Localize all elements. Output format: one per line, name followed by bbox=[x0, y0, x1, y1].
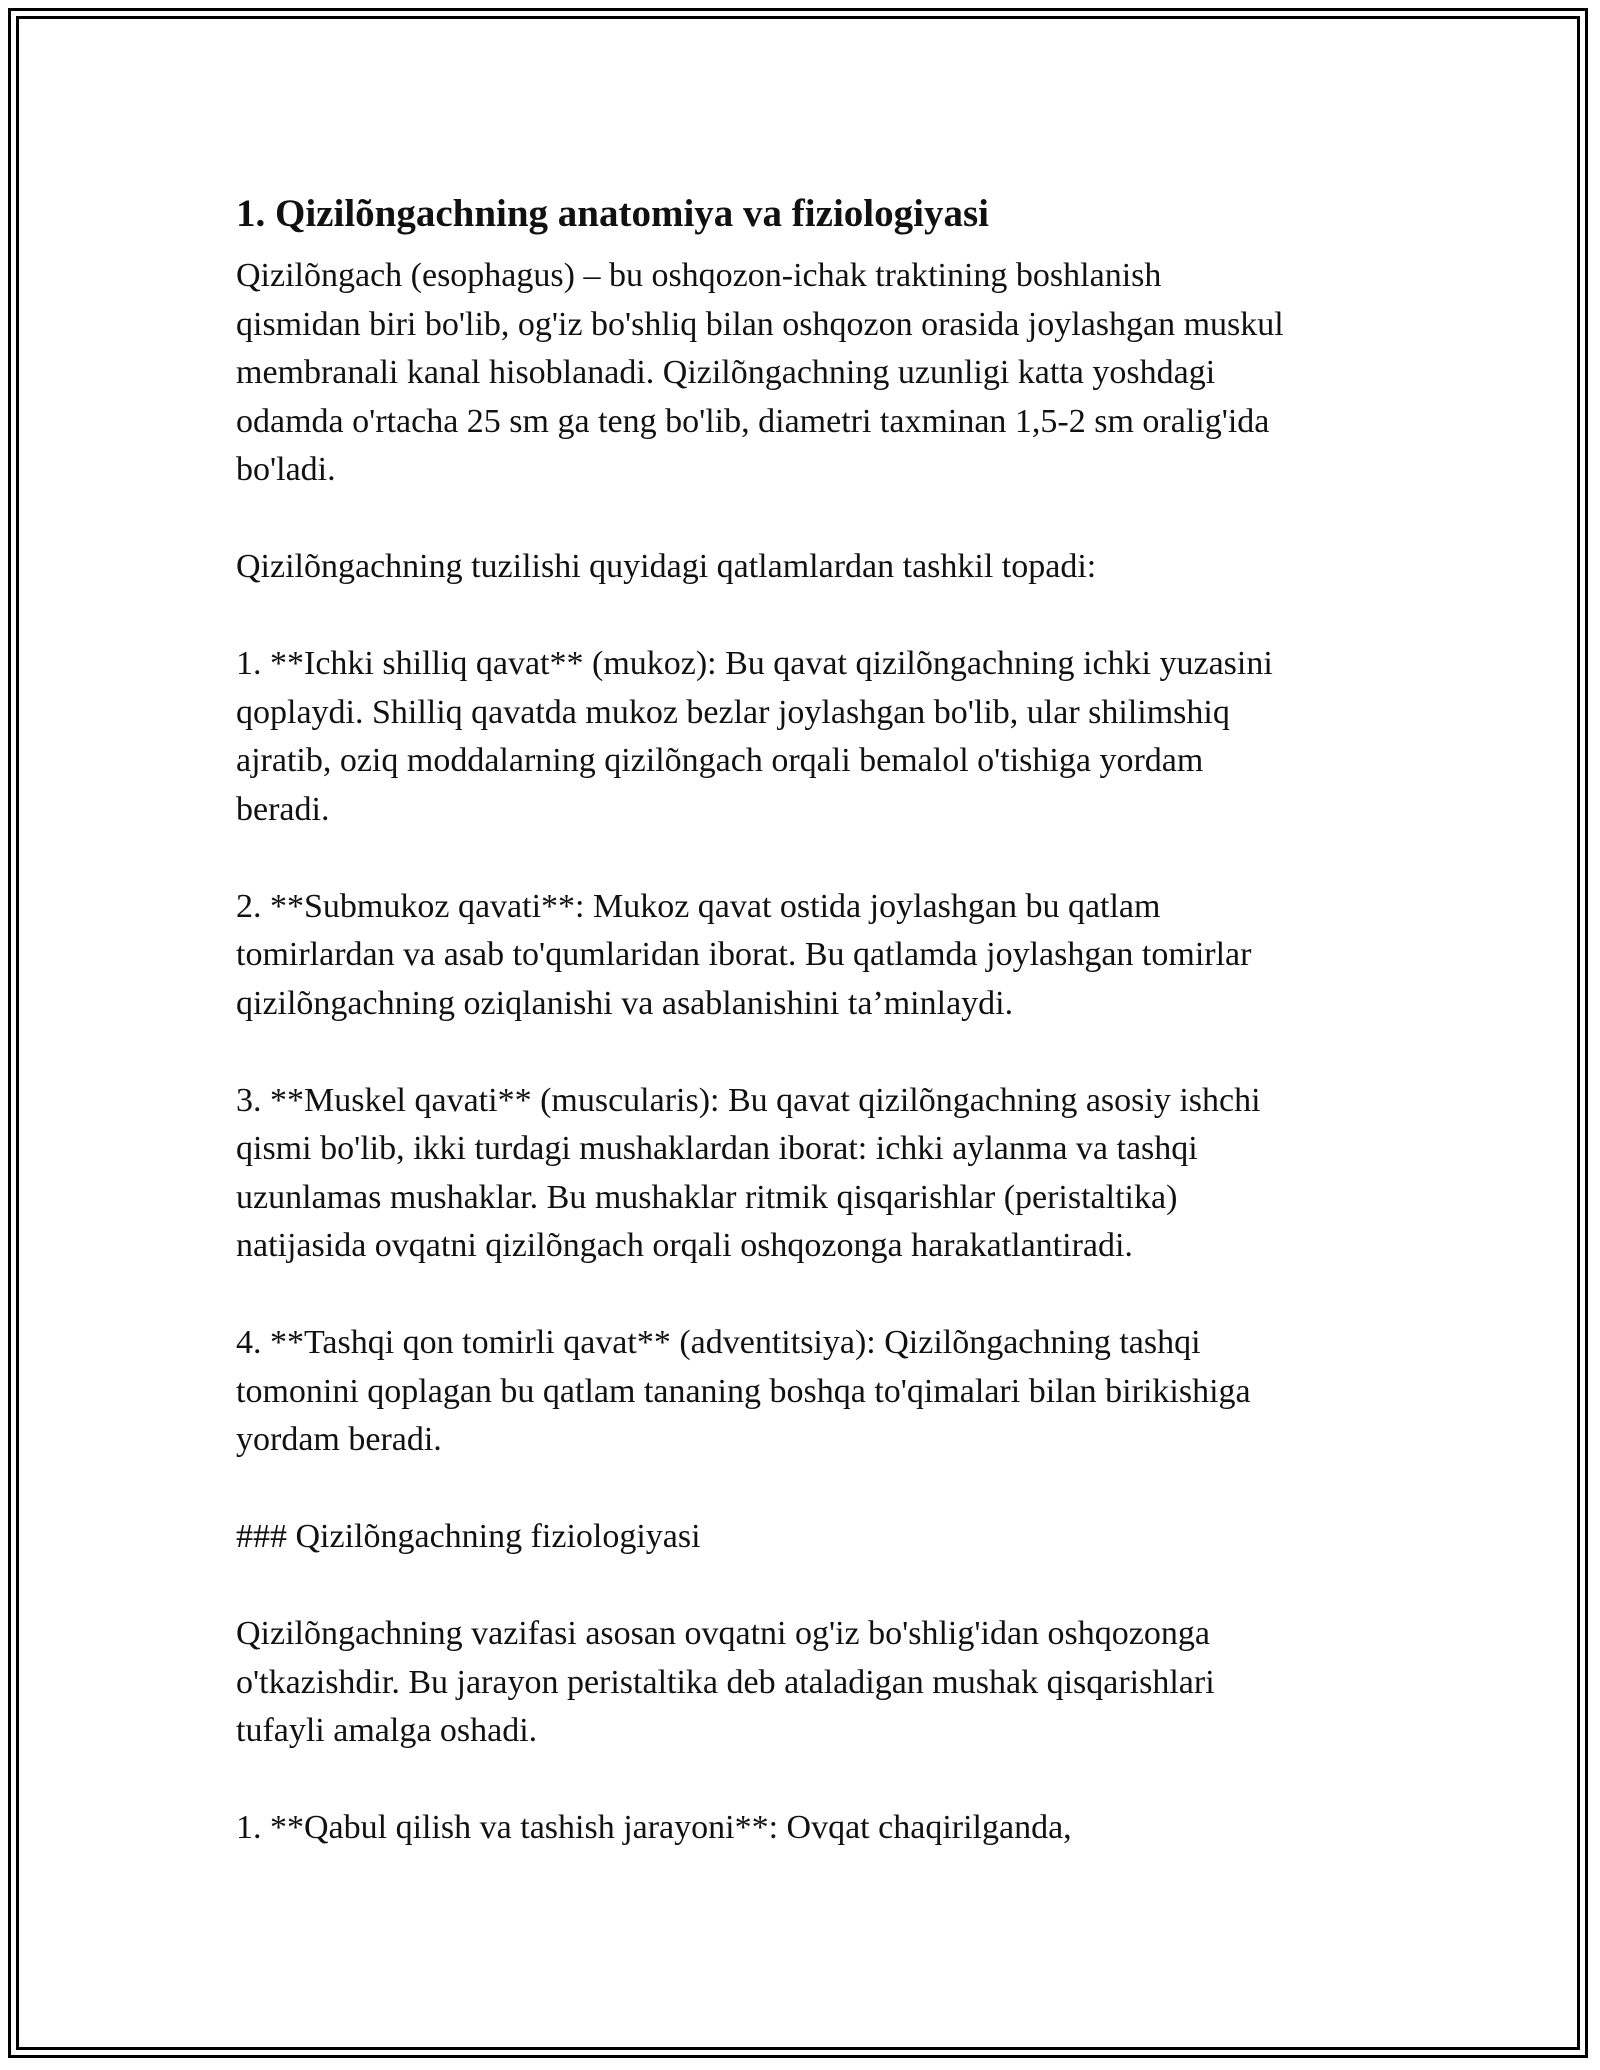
text-line: tomonini qoplagan bu qatlam tananing boshqa to'qimalari bilan birikishiga bbox=[236, 1372, 1251, 1410]
text-line: 1. **Qabul qilish va tashish jarayoni**: Ovqat chaqirilganda, bbox=[236, 1809, 1072, 1846]
text-line: uzunlamas mushaklar. Bu mushaklar ritmik qisqarishlar (peristaltika) bbox=[236, 1178, 1178, 1216]
text-line: o'tkazishdir. Bu jarayon peristaltika deb ataladigan mushak qisqarishlari bbox=[236, 1663, 1215, 1701]
paragraph-layer-3 bbox=[236, 1077, 1386, 1271]
text-line: Qizilõngach (esophagus) – bu oshqozon-ichak traktining boshlanish bbox=[236, 257, 1162, 294]
text-line: odamda o'rtacha 25 sm ga teng bo'lib, diametri taxminan 1,5-2 sm oralig'ida bbox=[236, 402, 1270, 440]
paragraph-intro bbox=[236, 252, 1386, 495]
text-line: Qizilõngachning tuzilishi quyidagi qatlamlardan tashkil topadi: bbox=[236, 548, 1097, 585]
text-line: qismidan biri bo'lib, og'iz bo'shliq bilan oshqozon orasida joylashgan muskul bbox=[236, 305, 1284, 343]
text-line: tufayli amalga oshadi. bbox=[236, 1712, 538, 1749]
section-subheading bbox=[236, 1513, 1386, 1562]
text-line: qismi bo'lib, ikki turdagi mushaklardan iborat: ichki aylanma va tashqi bbox=[236, 1130, 1198, 1167]
text-line: ### Qizilõngachning fiziologiyasi bbox=[236, 1518, 701, 1555]
paragraph-layer-4 bbox=[236, 1319, 1386, 1465]
text-line: ajratib, oziq moddalarning qizilõngach orqali bemalol o'tishiga yordam bbox=[236, 742, 1204, 779]
text-line: 4. **Tashqi qon tomirli qavat** (adventitsiya): Qizilõngachning tashqi bbox=[236, 1324, 1201, 1361]
text-line: bo'ladi. bbox=[236, 451, 336, 488]
paragraph-step-1 bbox=[236, 1804, 1386, 1853]
text-line: 1. **Ichki shilliq qavat** (mukoz): Bu qavat qizilõngachning ichki yuzasini bbox=[236, 645, 1273, 682]
text-line: beradi. bbox=[236, 790, 330, 828]
text-line: qizilõngachning oziqlanishi va asablanishini ta’minlaydi. bbox=[236, 984, 1014, 1022]
page-title: 1. Qizilõngachning anatomiya va fiziologiyasi bbox=[236, 192, 989, 235]
text-line: tomirlardan va asab to'qumlaridan iborat. Bu qatlamda joylashgan tomirlar bbox=[236, 936, 1252, 973]
text-line: qoplaydi. Shilliq qavatda mukoz bezlar joylashgan bo'lib, ular shilimshiq bbox=[236, 693, 1230, 731]
text-line: membranali kanal hisoblanadi. Qizilõngachning uzunligi katta yoshdagi bbox=[236, 354, 1216, 391]
text-line: yordam beradi. bbox=[236, 1421, 442, 1458]
text-line: 2. **Submukoz qavati**: Mukoz qavat ostida joylashgan bu qatlam bbox=[236, 887, 1161, 925]
paragraph-layer-1 bbox=[236, 640, 1386, 834]
paragraph-structure-intro bbox=[236, 543, 1386, 592]
text-line: 3. **Muskel qavati** (muscularis): Bu qavat qizilõngachning asosiy ishchi bbox=[236, 1081, 1261, 1119]
paragraph-layer-2 bbox=[236, 883, 1386, 1029]
text-line: Qizilõngachning vazifasi asosan ovqatni og'iz bo'shlig'idan oshqozonga bbox=[236, 1615, 1210, 1652]
document-body bbox=[236, 184, 1386, 1901]
paragraph-physiology bbox=[236, 1610, 1386, 1756]
text-line: natijasida ovqatni qizilõngach orqali oshqozonga harakatlantiradi. bbox=[236, 1227, 1133, 1264]
